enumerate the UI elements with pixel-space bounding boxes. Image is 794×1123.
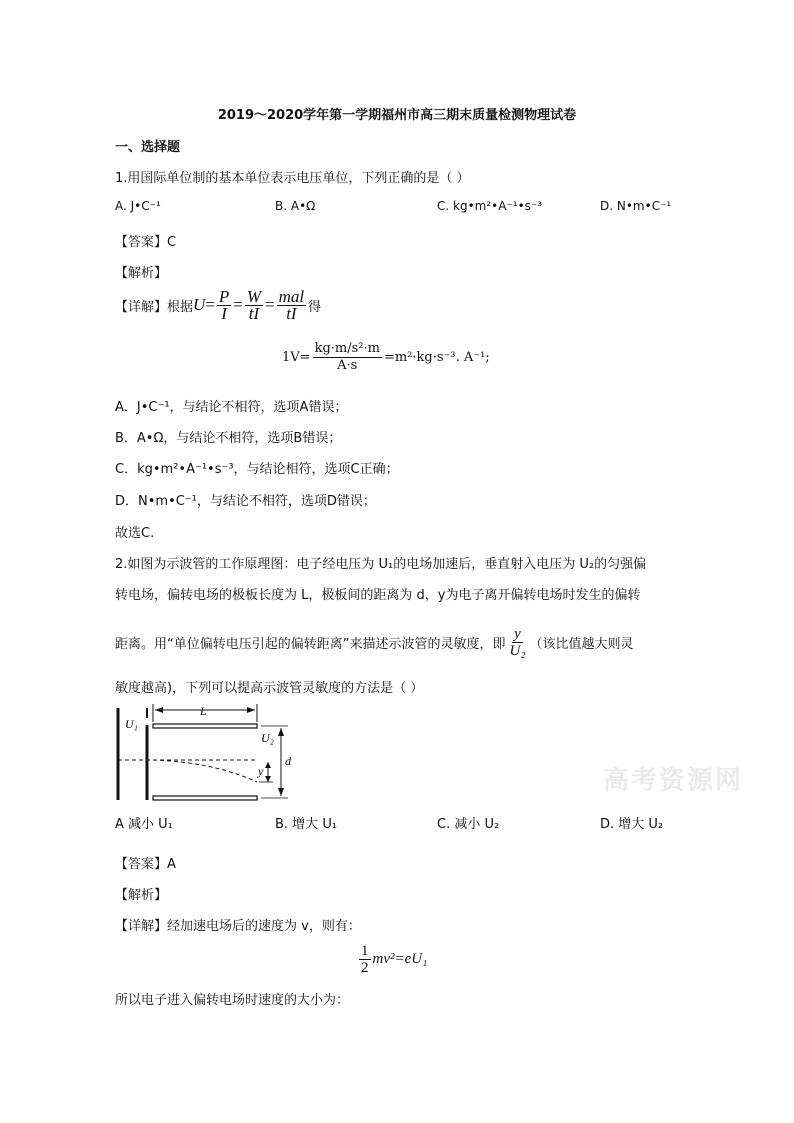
q2-last-line: 所以电子进入偏转电场时速度的大小为： (115, 993, 350, 1008)
q1-option-a: A. J•C⁻¹ (115, 199, 161, 213)
electron-trajectory (153, 760, 257, 782)
q2-option-c: C. 减小 U₂ (437, 817, 500, 832)
question-2-line-2: 转电场，偏转电场的极板长度为 L，极板间的距离为 d，y为电子离开偏转电场时发生的偏转 (115, 588, 641, 603)
q2-option-b: B. 增大 U₁ (275, 817, 338, 832)
q2-option-d: D. 增大 U₂ (600, 817, 664, 832)
q1-explain-a: A．J•C⁻¹，与结论不相符，选项A错误； (115, 400, 348, 415)
q1-option-d: D. N•m•C⁻¹ (600, 199, 672, 213)
oscilloscope-diagram (113, 700, 303, 805)
unit-derivation (282, 337, 490, 377)
q2-option-a: A 减小 U₁ (115, 817, 173, 832)
energy-equation (357, 938, 427, 980)
question-2-line-4: 敏度越高)，下列可以提高示波管灵敏度的方法是（ ） (115, 681, 424, 696)
formula-fraction-3: $\frac{\text{mal}}{tI}$ (278, 286, 305, 323)
q2-analysis-label: 【解析】 (115, 888, 168, 903)
formula-fraction-1: $\frac{P}{I}$ (218, 286, 230, 323)
q1-detail-prefix: 【详解】根据 (115, 299, 194, 315)
document-title: 2019～2020学年第一学期福州市高三期末质量检测物理试卷 (217, 108, 577, 123)
q1-analysis-label: 【解析】 (115, 266, 168, 281)
q1-conclusion: 故选C. (115, 526, 155, 541)
deflecting-plate-bottom (153, 796, 257, 800)
q1-option-b: B. A•Ω (275, 199, 316, 213)
label-u1: U₁ (125, 717, 138, 731)
label-d: d (285, 754, 291, 768)
label-y: y (258, 764, 264, 778)
q1-explain-b: B．A•Ω，与结论不相符，选项B错误； (115, 431, 342, 446)
question-2-line-3: 距离。用“单位偏转电压引起的偏转距离”来描述示波管的灵敏度，即 $\frac{y}{\text{U₂}}$ （该比值越大则灵 (115, 625, 634, 659)
q1-detail-line: 【详解】根据 U = $\frac{P}{I}$ = $\frac{W}{tI}$ = $\frac{\text{mal}}{tI}$ 得 (115, 286, 322, 323)
q1-explain-d: D．N•m•C⁻¹，与结论不相符，选项D错误； (115, 494, 376, 509)
question-2-line-1: 2.如图为示波管的工作原理图：电子经电压为 U₁的电场加速后，垂直射入电压为 U₂的匀强偏 (115, 557, 647, 572)
q2-detail: 【详解】经加速电场后的速度为 v，则有： (115, 919, 361, 934)
q1-detail-suffix: 得 (308, 299, 322, 315)
section-heading: 一、选择题 (115, 140, 181, 155)
unit-rhs: =m²·kg·s⁻³. A⁻¹; (383, 349, 490, 365)
label-u2: U₂ (261, 731, 274, 745)
energy-equation-rhs: mv²=eU₁ (372, 950, 428, 967)
formula-lhs: U (193, 295, 206, 314)
sensitivity-fraction: $\frac{y}{\text{U₂}}$ (509, 625, 526, 659)
half-fraction: $\frac{1}{2}$ (361, 942, 369, 976)
q1-option-c: C. kg•m²•A⁻¹•s⁻³ (437, 199, 543, 213)
formula-fraction-2: $\frac{W}{tI}$ (246, 286, 262, 323)
q2-answer: 【答案】A (115, 857, 176, 872)
q1-answer: 【答案】C (115, 235, 177, 250)
watermark-logo: 高考资源网 (603, 766, 744, 796)
label-L: L (200, 704, 207, 718)
deflecting-plate-top (153, 724, 257, 728)
unit-fraction: $\frac{\text{kg·m/s²·m}}{A\cdot s}$ (314, 340, 380, 373)
q1-explain-c: C．kg•m²•A⁻¹•s⁻³，与结论相符，选项C正确； (115, 462, 399, 477)
question-1-stem: 1.用国际单位制的基本单位表示电压单位，下列正确的是（ ） (115, 171, 470, 186)
unit-lhs: 1V= (282, 349, 311, 365)
